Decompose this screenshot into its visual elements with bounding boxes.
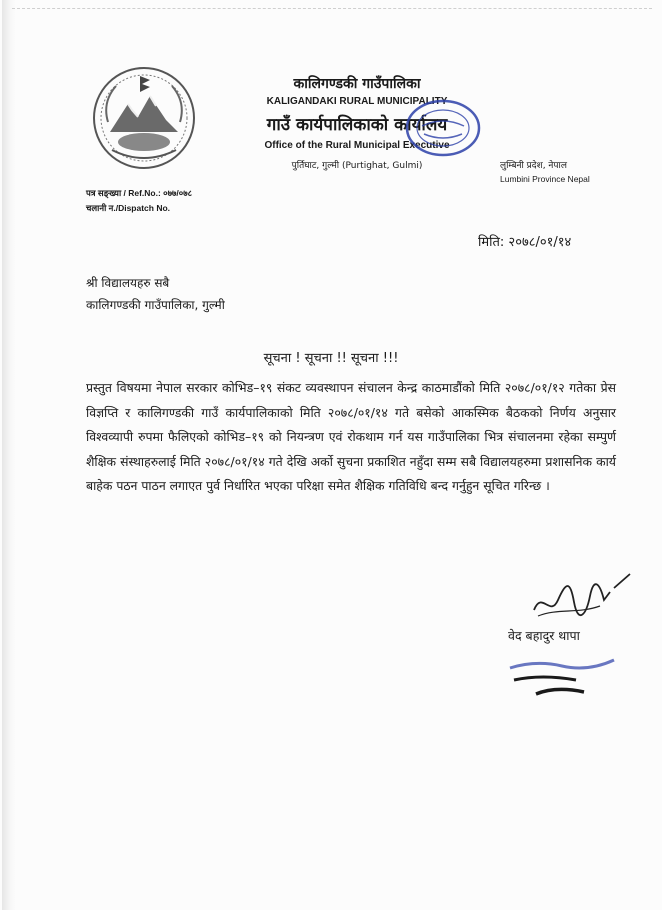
office-name-np: गाउँ कार्यपालिकाको कार्यालय: [266, 115, 448, 135]
nepal-emblem-icon: [88, 62, 200, 174]
letter-date: मिति: २०७८/०१/१४: [478, 235, 572, 250]
signer-name: वेद बहादुर थापा: [508, 628, 580, 643]
signature-icon: [528, 570, 632, 622]
office-stamp-icon: [404, 98, 482, 158]
reference-number: पत्र सङ्ख्या / Ref.No.: ०७७/०७८: [86, 188, 193, 198]
office-name-en: Office of the Rural Municipal Executive: [264, 140, 450, 151]
office-address: पुर्तिघाट, गुल्मी (Purtighat, Gulmi): [291, 161, 423, 171]
notice-body: प्रस्तुत विषयमा नेपाल सरकार कोभिड–१९ संकट व्यवस्थापन संचालन केन्द्र काठमाडौंको मिति २०७८/०१/१२ गतेका प्रेस विज्ञप्ति र कालिगण्डकी गाउँ कार्यपालिकाको मिति २०७८/०१/१४ गते बसेको आकस्मिक बैठकको निर्णय अनुसार विश्वव्यापी रुपमा फैलिएको कोभिड–१९ को नियन्त्रण एवं रोकथाम गर्न यस गाउँपालिका भित्र संचालनमा रहेका सम्पुर्ण शैक्षिक संस्थाहरुलाई मिति २०७८/०१/१४ गते देखि अर्को सुचना प्रकाशित नहुँदा सम्म सबै विद्यालयहरुमा प्रशासनिक कार्य बाहेक पठन पाठन लगाएत पुर्व निर्धारित भएका परिक्षा समेत शैक्षिक गतिविधि बन्द गर्नुहुन सूचित गरिन्छ ।: [86, 380, 616, 493]
province-np: लुम्बिनी प्रदेश, नेपाल: [500, 161, 567, 171]
municipality-name-en: KALIGANDAKI RURAL MUNICIPALITY: [266, 96, 448, 107]
recipient-line-1: श्री विद्यालयहरु सबै: [86, 276, 170, 290]
signer-stamp-icon: [506, 640, 618, 702]
scan-edge-shadow: [2, 0, 16, 910]
recipient-line-2: कालिगण्डकी गाउँपालिका, गुल्मी: [86, 298, 225, 312]
notice-title: सूचना ! सूचना !! सूचना !!!: [263, 351, 399, 366]
dispatch-number: चलानी न./Dispatch No.: [86, 203, 171, 213]
scan-top-line: [12, 8, 652, 9]
municipality-name-np: कालिगण्डकी गाउँपालिका: [293, 76, 421, 92]
province-en: Lumbini Province Nepal: [500, 174, 590, 184]
